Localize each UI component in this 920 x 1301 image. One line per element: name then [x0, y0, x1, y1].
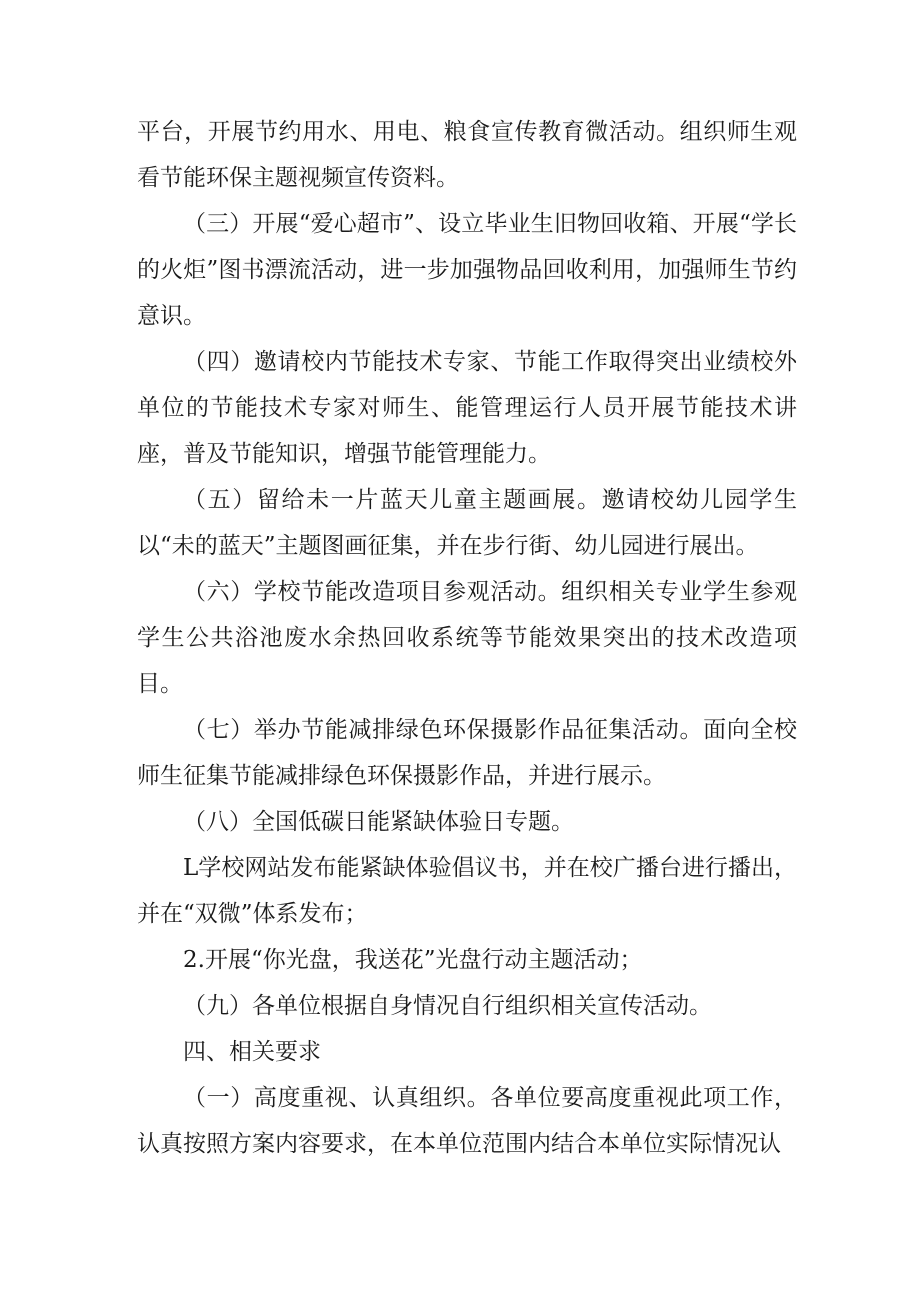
paragraph-item-7: （七）举办节能减排绿色环保摄影作品征集活动。面向全校师生征集节能减排绿色环保摄影作品，并进行展示。 — [137, 717, 797, 789]
paragraph-item-6: （六）学校节能改造项目参观活动。组织相关专业学生参观学生公共浴池废水余热回收系统等节能效果突出的技术改造项目。 — [137, 579, 797, 697]
paragraph-item-5: （五）留给未一片蓝天儿童主题画展。邀请校幼儿园学生以“未的蓝天”主题图画征集，并在步行街、幼儿园进行展出。 — [137, 487, 797, 559]
paragraph-continuation: 平台，开展节约用水、用电、粮食宣传教育微活动。组织师生观看节能环保主题视频宣传资料。 — [137, 119, 797, 191]
paragraph-item-4: （四）邀请校内节能技术专家、节能工作取得突出业绩校外单位的节能技术专家对师生、能管理运行人员开展节能技术讲座，普及节能知识，增强节能管理能力。 — [137, 349, 797, 467]
paragraph-item-8: （八）全国低碳日能紧缺体验日专题。 — [183, 809, 574, 835]
paragraph-requirement-1: （一）高度重视、认真组织。各单位要高度重视此项工作，认真按照方案内容要求，在本单位范围内结合本单位实际情况认 — [137, 1085, 797, 1157]
document-body — [137, 109, 797, 1167]
paragraph-item-9: （九）各单位根据自身情况自行组织相关宣传活动。 — [183, 993, 712, 1019]
paragraph-subitem-2: 2.开展“你光盘，我送花”光盘行动主题活动； — [183, 947, 643, 973]
section-heading-requirements: 四、相关要求 — [183, 1039, 321, 1065]
paragraph-subitem-1: L学校网站发布能紧缺体验倡议书，并在校广播台进行播出，并在“双微”体系发布； — [137, 855, 797, 927]
paragraph-item-3: （三）开展“爱心超市”、设立毕业生旧物回收箱、开展“学长的火炬”图书漂流活动，进一步加强物品回收利用，加强师生节约意识。 — [137, 211, 797, 329]
